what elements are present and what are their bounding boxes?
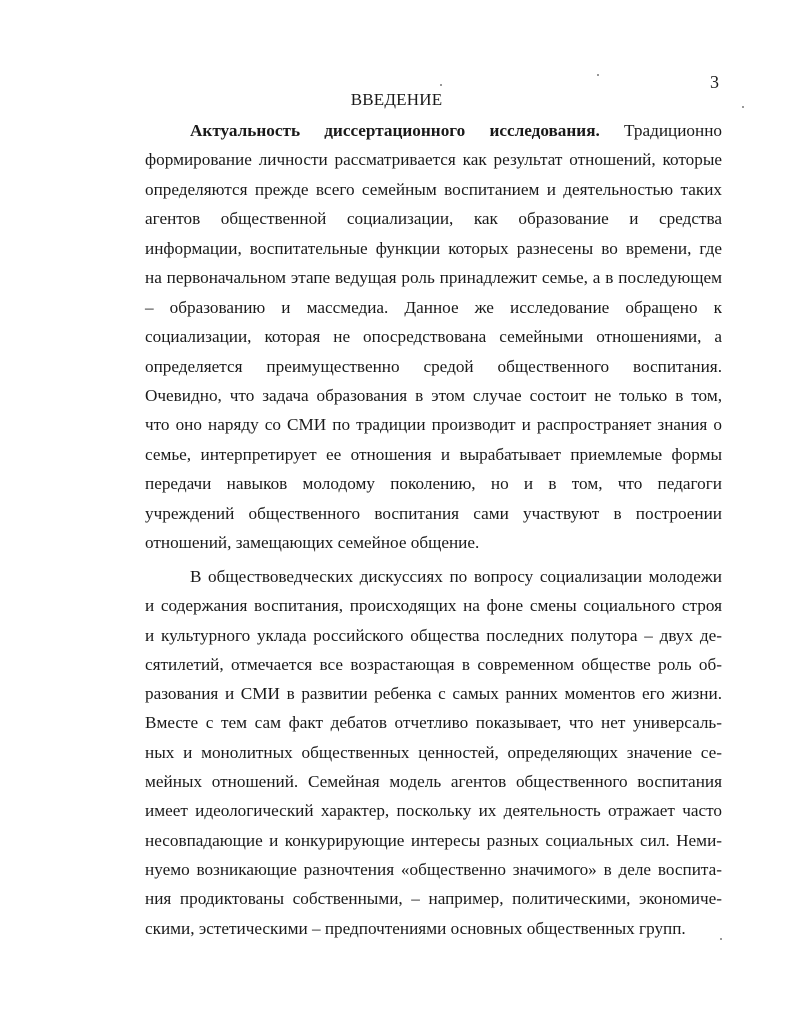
text-line [145, 116, 722, 145]
scan-speck [597, 74, 599, 76]
text-line: и культурного уклада российского общества последних полутора – двух де- [145, 625, 722, 645]
paragraph-relevance [145, 116, 722, 558]
scan-speck [720, 938, 722, 940]
text-line: ния продиктованы собственными, – например, политическими, экономиче- [145, 889, 722, 909]
text-line: передачи навыков молодому поколению, но и в том, что педагоги [145, 474, 722, 494]
text-line: имеет идеологический характер, поскольку их деятельность отражает часто [145, 801, 722, 821]
text-line: информации, воспитательные функции которых разнесены во времени, где [145, 238, 722, 258]
text-line: отношений, замещающих семейное общение. [145, 533, 480, 553]
section-heading: ВВЕДЕНИЕ [350, 90, 443, 109]
text-fragment: Традиционно [624, 121, 723, 140]
text-line: на первоначальном этапе ведущая роль принадлежит семье, а в последующем [145, 268, 722, 288]
text-line: В обществоведческих дискуссиях по вопросу социализации молодежи [190, 567, 722, 586]
text-line: – образованию и массмедиа. Данное же исследование обращено к [145, 297, 722, 317]
text-line: Вместе с тем сам факт дебатов отчетливо показывает, что нет универсаль- [145, 713, 722, 733]
text-line: и содержания воспитания, происходящих на фоне смены социального строя [145, 596, 722, 616]
paragraph-discussion [145, 562, 722, 943]
scan-speck [742, 106, 744, 108]
text-line: Очевидно, что задача образования в этом случае состоит не только в том, [145, 385, 722, 405]
scan-speck [440, 84, 442, 86]
text-line: определяются прежде всего семейным воспитанием и деятельностью таких [145, 179, 722, 199]
page-number: 3 [710, 72, 719, 92]
text-line: формирование личности рассматривается как результат отношений, которые [145, 150, 722, 170]
text-line: семье, интерпретирует ее отношения и вырабатывает приемлемые формы [145, 444, 722, 464]
text-line: социализации, которая не опосредствована семейными отношениями, а [145, 327, 722, 347]
text-line: ных и монолитных общественных ценностей, определяющих значение се- [145, 742, 722, 762]
text-line: агентов общественной социализации, как образование и средства [145, 209, 722, 229]
text-line: сятилетий, отмечается все возрастающая в современном обществе роль об- [145, 654, 722, 674]
text-line: что оно наряду со СМИ по традиции производит и распространяет знания о [145, 415, 722, 435]
text-line: несовпадающие и конкурирующие интересы разных социальных сил. Неми- [145, 830, 722, 850]
text-line: скими, эстетическими – предпочтениями основных общественных групп. [145, 918, 686, 938]
lead-bold-text: Актуальность диссертационного исследования. [190, 121, 600, 140]
text-line: разования и СМИ в развитии ребенка с самых ранних моментов его жизни. [145, 684, 722, 704]
text-line: определяется преимущественно средой общественного воспитания. [145, 356, 722, 376]
text-line: нуемо возникающие разночтения «общественно значимого» в деле воспита- [145, 859, 722, 879]
text-line: мейных отношений. Семейная модель агентов общественного воспитания [145, 772, 722, 792]
text-line: учреждений общественного воспитания сами участвуют в построении [145, 503, 722, 523]
